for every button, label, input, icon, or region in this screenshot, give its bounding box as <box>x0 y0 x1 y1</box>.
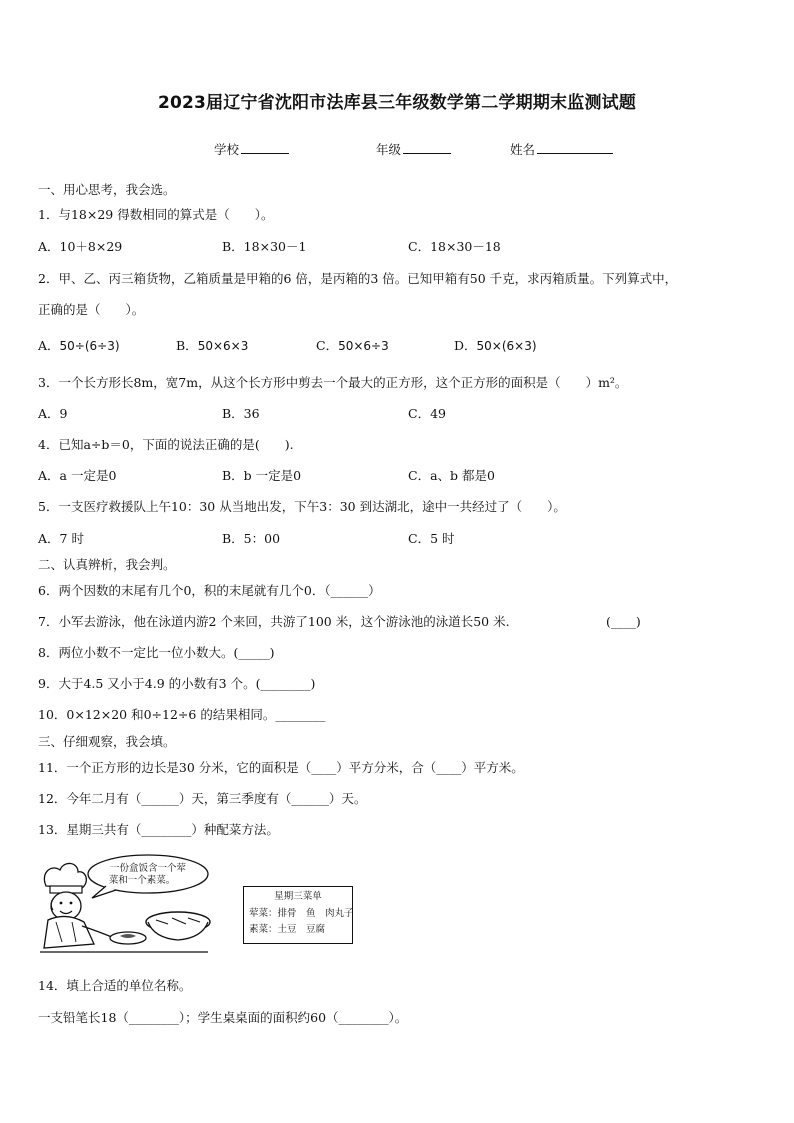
menu-meat-dishes: 荤菜：排骨 鱼 肉丸子 <box>249 908 354 919</box>
q1-option-b[interactable]: B．18×30－1 <box>222 239 307 254</box>
q2-option-d-expr: 50×(6×3) <box>476 339 537 353</box>
section-heading-1: 一、用心思考，我会选。 <box>38 182 176 197</box>
page-title: 2023届辽宁省沈阳市法库县三年级数学第二学期期末监测试题 <box>157 93 637 113</box>
grade-field[interactable] <box>376 141 453 158</box>
grade-label: 年级 <box>376 142 402 157</box>
q2-option-c-expr: 50×6÷3 <box>338 339 389 353</box>
question-12: 12．今年二月有（______）天，第三季度有（______）天。 <box>38 791 367 806</box>
q5-option-a[interactable]: A．7 时 <box>38 531 84 546</box>
q3-option-b[interactable]: B．36 <box>222 406 260 421</box>
q4-option-b[interactable]: B．b 一定是0 <box>222 468 302 483</box>
question-10: 10．0×12×20 和0÷12÷6 的结果相同。________ <box>38 707 326 722</box>
question-9: 9．大于4.5 又小于4.9 的小数有3 个。(________) <box>38 676 316 691</box>
q7-answer-blank[interactable]: (____) <box>606 614 641 629</box>
menu-vegetable-dishes: 素菜：土豆 豆腐 <box>249 924 326 935</box>
q3-option-c[interactable]: C．49 <box>408 406 446 421</box>
school-field[interactable] <box>214 141 291 158</box>
question-4: 4．已知a÷b＝0，下面的说法正确的是( ). <box>38 437 294 452</box>
school-label: 学校 <box>214 142 240 157</box>
school-blank[interactable] <box>241 141 289 154</box>
q1-option-c[interactable]: C．18×30－18 <box>408 239 501 254</box>
q5-option-c[interactable]: C．5 时 <box>408 531 455 546</box>
section-heading-3: 三、仔细观察，我会填。 <box>38 734 176 749</box>
grade-blank[interactable] <box>403 141 451 154</box>
q2-option-c[interactable] <box>316 338 389 354</box>
chef-illustration <box>36 852 212 956</box>
q2-option-a-expr: 50÷(6÷3) <box>59 339 120 353</box>
name-blank[interactable] <box>537 141 613 154</box>
menu-title: 星期三菜单 <box>274 891 322 902</box>
q2-option-c-label: C． <box>316 338 339 353</box>
q2-option-a[interactable] <box>38 338 120 354</box>
q4-option-a[interactable]: A．a 一定是0 <box>38 468 117 483</box>
section-heading-2: 二、认真辨析，我会判。 <box>38 557 176 572</box>
bubble-text-line1: 一份盒饭含一个荤 <box>109 863 187 874</box>
question-1: 1．与18×29 得数相同的算式是（ ）。 <box>38 207 274 222</box>
q2-option-a-label: A． <box>38 338 60 353</box>
q2-option-b-label: B． <box>176 338 198 353</box>
question-6: 6．两个因数的末尾有几个0，积的末尾就有几个0．（______） <box>38 583 381 598</box>
q2-option-b[interactable] <box>176 338 248 354</box>
question-5: 5．一支医疗救援队上午10：30 从当地出发，下午3：30 到达湖北，途中一共经过了（ ）。 <box>38 499 566 514</box>
name-field[interactable] <box>510 141 615 158</box>
q3-option-a[interactable]: A．9 <box>38 406 68 421</box>
q2-option-b-expr: 50×6×3 <box>197 339 249 353</box>
question-14: 14．填上合适的单位名称。 <box>38 978 192 993</box>
question-8: 8．两位小数不一定比一位小数大。(_____) <box>38 645 275 660</box>
q4-option-c[interactable]: C．a、b 都是0 <box>408 468 495 483</box>
question-2-line1: 2．甲、乙、丙三箱货物，乙箱质量是甲箱的6 倍，是丙箱的3 倍。已知甲箱有50 千克，求丙箱质量。下列算式中， <box>38 271 678 286</box>
q1-option-a[interactable]: A．10＋8×29 <box>38 239 123 254</box>
menu-card <box>243 886 353 944</box>
q5-option-b[interactable]: B．5：00 <box>222 531 281 546</box>
question-2-line2: 正确的是（ ）。 <box>38 302 145 317</box>
question-13: 13．星期三共有（________）种配菜方法。 <box>38 822 279 837</box>
question-11: 11．一个正方形的边长是30 分米，它的面积是（____）平方分米，合（____）平方米。 <box>38 760 524 775</box>
name-label: 姓名 <box>510 142 536 157</box>
q2-option-d[interactable] <box>454 338 537 354</box>
question-14-line: 一支铅笔长18（________）；学生桌桌面的面积约60（________）。 <box>38 1010 408 1025</box>
q2-option-d-label: D． <box>454 338 477 353</box>
question-7: 7．小军去游泳，他在泳道内游2 个来回，共游了100 米，这个游泳池的泳道长50 米. <box>38 614 510 629</box>
question-3: 3．一个长方形长8m，宽7m，从这个长方形中剪去一个最大的正方形，这个正方形的面积是（ ）m²。 <box>38 375 628 390</box>
bubble-text-line2: 菜和一个素菜。 <box>108 875 176 886</box>
